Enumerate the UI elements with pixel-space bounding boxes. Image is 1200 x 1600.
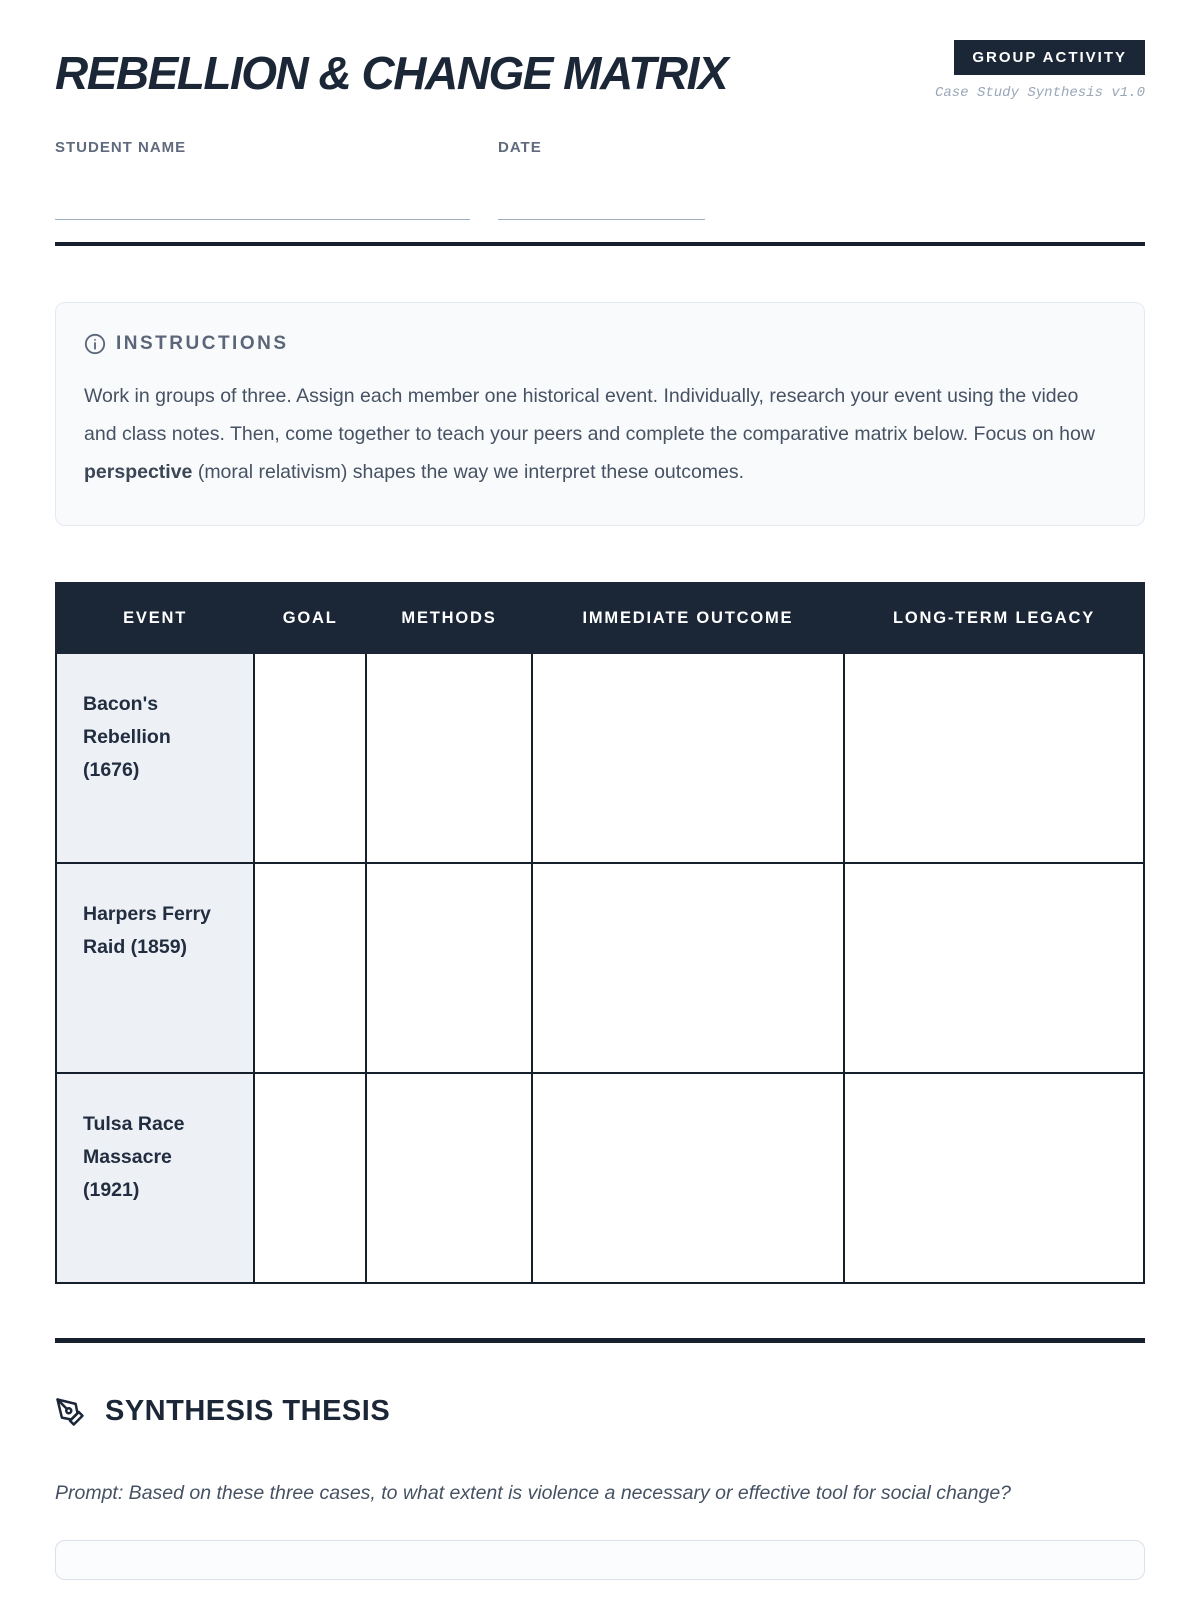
event-label-tulsa-race-massacre: Tulsa Race Massacre (1921) xyxy=(56,1073,254,1283)
instructions-body xyxy=(84,377,1114,491)
matrix-cell-goal[interactable] xyxy=(254,1073,366,1283)
matrix-cell-long-term-legacy[interactable] xyxy=(844,863,1144,1073)
table-row xyxy=(56,863,1144,1073)
instructions-panel xyxy=(55,302,1145,526)
matrix-cell-goal[interactable] xyxy=(254,863,366,1073)
date-field-group xyxy=(498,139,705,220)
synthesis-heading xyxy=(55,1395,1145,1428)
synthesis-heading-label: SYNTHESIS THESIS xyxy=(105,1395,391,1428)
event-label-harpers-ferry-raid: Harpers Ferry Raid (1859) xyxy=(56,863,254,1073)
instructions-text-after: (moral relativism) shapes the way we interpret these outcomes. xyxy=(192,461,745,484)
pen-icon xyxy=(55,1397,85,1427)
table-row xyxy=(56,653,1144,863)
date-input[interactable] xyxy=(498,156,705,220)
matrix-cell-immediate-outcome[interactable] xyxy=(532,653,844,863)
student-name-label: STUDENT NAME xyxy=(55,139,187,156)
column-header-event: EVENT xyxy=(56,583,254,653)
header xyxy=(55,40,1145,101)
thesis-response-box[interactable] xyxy=(55,1540,1145,1580)
version-subtitle: Case Study Synthesis v1.0 xyxy=(934,85,1145,101)
comparative-matrix-table xyxy=(55,582,1145,1284)
instructions-heading-label: INSTRUCTIONS xyxy=(116,333,289,354)
date-label: DATE xyxy=(498,139,542,156)
fields-row xyxy=(55,139,1145,220)
header-divider xyxy=(55,242,1145,246)
matrix-cell-immediate-outcome[interactable] xyxy=(532,1073,844,1283)
event-label-bacons-rebellion: Bacon's Rebellion (1676) xyxy=(56,653,254,863)
instructions-heading xyxy=(84,333,1116,355)
table-row xyxy=(56,1073,1144,1283)
matrix-cell-immediate-outcome[interactable] xyxy=(532,863,844,1073)
matrix-cell-methods[interactable] xyxy=(366,653,532,863)
column-header-immediate-outcome: IMMEDIATE OUTCOME xyxy=(532,583,844,653)
matrix-cell-long-term-legacy[interactable] xyxy=(844,1073,1144,1283)
section-divider xyxy=(55,1338,1145,1343)
student-name-input[interactable] xyxy=(55,156,470,220)
header-right xyxy=(935,40,1145,101)
matrix-header xyxy=(56,583,1144,653)
instructions-text-before: Work in groups of three. Assign each member one historical event. Individually, research your event using the video and class notes. Then, come together to teach your peers and complete the comparative matrix below. Focus on how xyxy=(84,385,1095,446)
matrix-cell-goal[interactable] xyxy=(254,653,366,863)
page-title: REBELLION & CHANGE MATRIX xyxy=(55,47,728,99)
instructions-bold-word: perspective xyxy=(84,461,193,484)
info-icon xyxy=(84,333,106,355)
matrix-cell-methods[interactable] xyxy=(366,863,532,1073)
column-header-methods: METHODS xyxy=(366,583,532,653)
column-header-goal: GOAL xyxy=(254,583,366,653)
matrix-cell-long-term-legacy[interactable] xyxy=(844,653,1144,863)
column-header-long-term-legacy: LONG-TERM LEGACY xyxy=(844,583,1144,653)
group-activity-badge: GROUP ACTIVITY xyxy=(954,40,1145,75)
student-name-field-group xyxy=(55,139,470,220)
synthesis-prompt: Prompt: Based on these three cases, to what extent is violence a necessary or effective tool for social change? xyxy=(55,1482,1012,1505)
matrix-cell-methods[interactable] xyxy=(366,1073,532,1283)
